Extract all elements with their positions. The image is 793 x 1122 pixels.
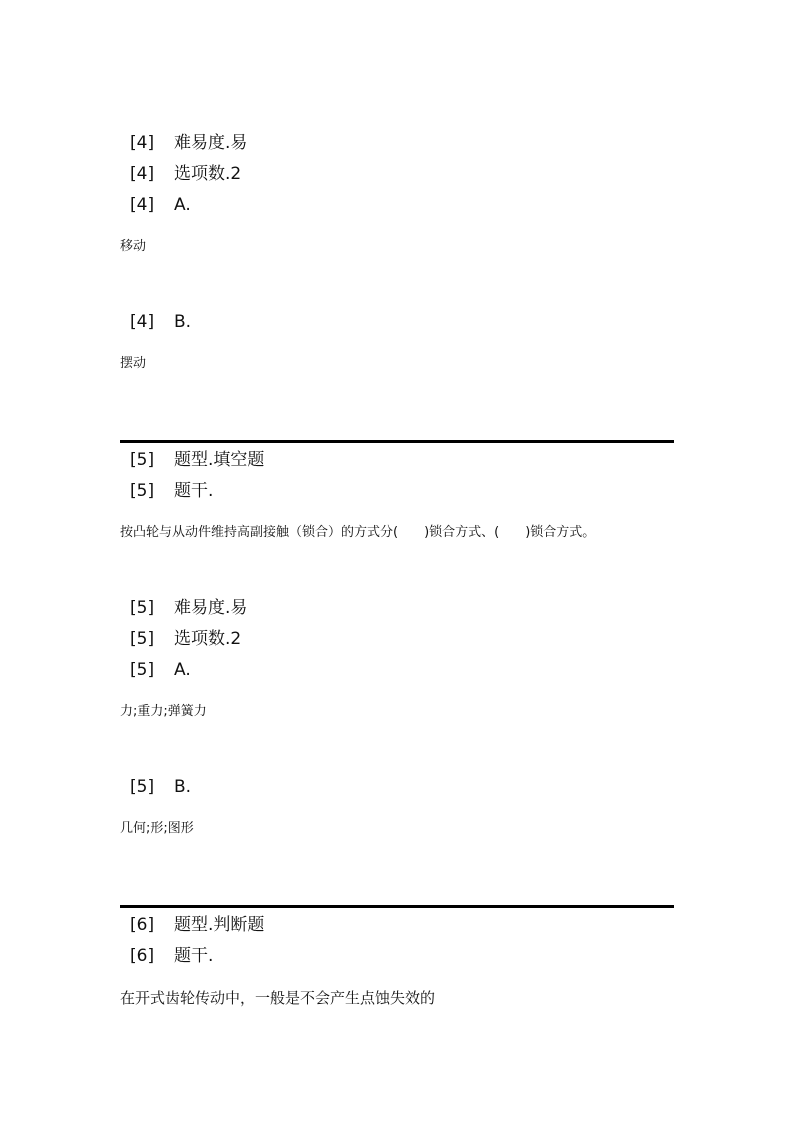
q6-stem-text: 在开式齿轮传动中，一般是不会产生点蚀失效的 <box>120 989 436 1007</box>
q4-option-a-label: A. <box>174 195 191 215</box>
q4-option-a-line <box>130 194 191 216</box>
q4-difficulty-tag: [4] <box>130 133 155 153</box>
q5-type-label: 题型.填空题 <box>174 450 265 470</box>
question-divider <box>120 440 674 443</box>
q6-stem-line <box>130 945 213 967</box>
q4-option-b-line <box>130 311 191 333</box>
q4-difficulty-label: 难易度.易 <box>174 133 248 153</box>
q4-option-a-tag: [4] <box>130 195 155 215</box>
q5-type-tag: [5] <box>130 450 155 470</box>
q5-options-count-label: 选项数.2 <box>174 629 242 649</box>
question-divider <box>120 905 674 908</box>
q4-option-b-label: B. <box>174 312 192 332</box>
q4-options-count-tag: [4] <box>130 164 155 184</box>
q5-options-count-tag: [5] <box>130 629 155 649</box>
q5-difficulty-line <box>130 597 247 619</box>
q4-options-count-label: 选项数.2 <box>174 164 242 184</box>
q6-type-label: 题型.判断题 <box>174 915 265 935</box>
q6-type-line <box>130 914 264 936</box>
q4-option-a-text: 移动 <box>120 239 147 254</box>
q6-stem-label: 题干. <box>174 946 214 966</box>
q5-stem-text: 按凸轮与从动件维持高副接触（锁合）的方式分( )锁合方式、( )锁合方式。 <box>120 525 596 540</box>
q5-option-a-tag: [5] <box>130 660 155 680</box>
q5-option-b-line <box>130 776 191 798</box>
q5-option-b-text: 几何;形;图形 <box>120 821 194 836</box>
q5-option-a-text: 力;重力;弹簧力 <box>120 704 207 719</box>
q4-difficulty-line <box>130 132 247 154</box>
q5-stem-line <box>130 480 213 502</box>
q5-stem-tag: [5] <box>130 481 155 501</box>
q4-option-b-tag: [4] <box>130 312 155 332</box>
q6-type-tag: [6] <box>130 915 155 935</box>
q5-option-a-label: A. <box>174 660 191 680</box>
q6-stem-tag: [6] <box>130 946 155 966</box>
q5-type-line <box>130 449 264 471</box>
q5-options-count-line <box>130 628 241 650</box>
q5-option-b-label: B. <box>174 777 192 797</box>
q4-options-count-line <box>130 163 241 185</box>
q5-option-a-line <box>130 659 191 681</box>
q4-option-b-text: 摆动 <box>120 356 147 371</box>
q5-stem-label: 题干. <box>174 481 214 501</box>
q5-difficulty-tag: [5] <box>130 598 155 618</box>
q5-option-b-tag: [5] <box>130 777 155 797</box>
q5-difficulty-label: 难易度.易 <box>174 598 248 618</box>
